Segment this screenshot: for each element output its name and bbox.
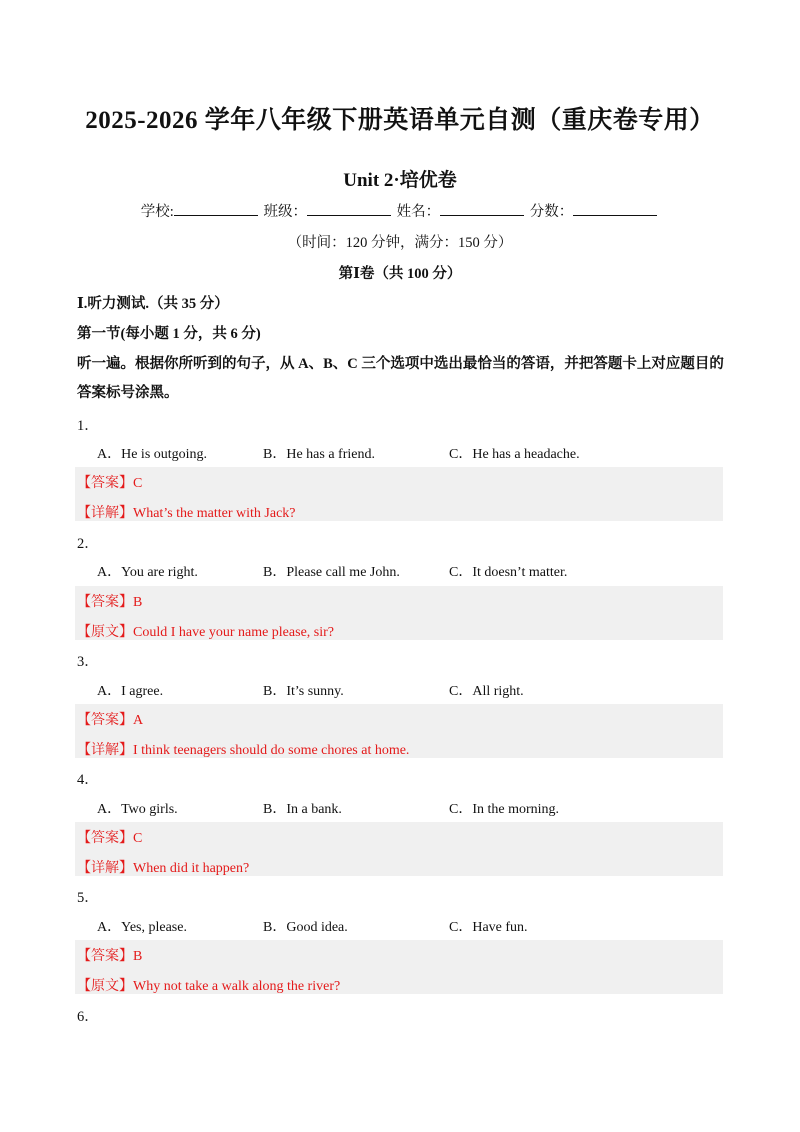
option-c: C．Have fun. bbox=[449, 920, 528, 935]
note-text: What’s the matter with Jack? bbox=[133, 506, 296, 521]
answer-label: 【答案】 bbox=[77, 595, 133, 610]
option-b: B．Good idea. bbox=[263, 920, 348, 935]
note-label: 【详解】 bbox=[77, 743, 133, 758]
time-info: （时间：120 分钟，满分：150 分） bbox=[287, 235, 513, 251]
name-blank[interactable] bbox=[440, 201, 524, 216]
option-c: C．It doesn’t matter. bbox=[449, 565, 568, 580]
subsection-title: 第一节(每小题 1 分，共 6 分) bbox=[77, 326, 261, 342]
answer-value: B bbox=[133, 949, 143, 964]
answer-label: 【答案】 bbox=[77, 476, 133, 491]
option-b: B．Please call me John. bbox=[263, 565, 400, 580]
note-line bbox=[77, 857, 249, 877]
option-c: C．He has a headache. bbox=[449, 447, 580, 462]
note-label: 【原文】 bbox=[77, 625, 133, 640]
option-c: C．In the morning. bbox=[449, 802, 560, 817]
note-line bbox=[77, 502, 296, 522]
note-text: Could I have your name please, sir? bbox=[133, 625, 334, 640]
question-number: 4． bbox=[77, 772, 99, 788]
note-line bbox=[77, 739, 409, 759]
option-b: B．He has a friend. bbox=[263, 447, 375, 462]
instructions: 听一遍。根据你所听到的句子，从 A、B、C 三个选项中选出最恰当的答语，并把答题卡上对应题目的答案标号涂黑。 bbox=[77, 356, 724, 401]
option-a: A．You are right. bbox=[97, 565, 198, 580]
note-label: 【详解】 bbox=[77, 861, 133, 876]
answer-label: 【答案】 bbox=[77, 949, 133, 964]
answer-line bbox=[77, 709, 143, 729]
question-number: 6． bbox=[77, 1009, 99, 1025]
answer-line bbox=[77, 827, 142, 847]
note-line bbox=[77, 621, 334, 641]
note-label: 【详解】 bbox=[77, 506, 133, 521]
option-b: B．In a bank. bbox=[263, 802, 342, 817]
question-number: 5． bbox=[77, 890, 99, 906]
note-text: Why not take a walk along the river? bbox=[133, 979, 341, 994]
answer-value: C bbox=[133, 831, 143, 846]
option-a: A．I agree. bbox=[97, 684, 164, 699]
name-label: 姓名： bbox=[396, 204, 441, 220]
school-label: 学校: bbox=[140, 204, 174, 220]
unit-subtitle: Unit 2·培优卷 bbox=[343, 170, 457, 191]
answer-label: 【答案】 bbox=[77, 831, 133, 846]
option-a: A．Yes, please. bbox=[97, 920, 187, 935]
answer-line bbox=[77, 591, 142, 611]
answer-value: B bbox=[133, 595, 143, 610]
student-info-row bbox=[0, 200, 800, 221]
answer-label: 【答案】 bbox=[77, 713, 133, 728]
note-line bbox=[77, 975, 340, 995]
question-number: 2． bbox=[77, 536, 99, 552]
option-a: A．He is outgoing. bbox=[97, 447, 208, 462]
score-label: 分数： bbox=[529, 204, 574, 220]
class-blank[interactable] bbox=[307, 201, 391, 216]
note-text: When did it happen? bbox=[133, 861, 250, 876]
question-number: 3． bbox=[77, 654, 99, 670]
answer-line bbox=[77, 472, 142, 492]
class-label: 班级： bbox=[263, 204, 307, 220]
question-number: 1． bbox=[77, 418, 99, 434]
option-b: B．It’s sunny. bbox=[263, 684, 344, 699]
volume-title: 第Ⅰ卷（共 100 分） bbox=[338, 266, 462, 282]
answer-value: C bbox=[133, 476, 143, 491]
answer-line bbox=[77, 945, 142, 965]
option-c: C．All right. bbox=[449, 684, 524, 699]
part-title: Ⅰ.听力测试.（共 35 分） bbox=[77, 296, 229, 312]
school-blank[interactable] bbox=[174, 201, 258, 216]
option-a: A．Two girls. bbox=[97, 802, 178, 817]
page-title: 2025-2026 学年八年级下册英语单元自测（重庆卷专用） bbox=[85, 107, 715, 134]
note-label: 【原文】 bbox=[77, 979, 133, 994]
note-text: I think teenagers should do some chores at home. bbox=[133, 743, 410, 758]
answer-value: A bbox=[133, 713, 144, 728]
score-blank[interactable] bbox=[573, 201, 657, 216]
